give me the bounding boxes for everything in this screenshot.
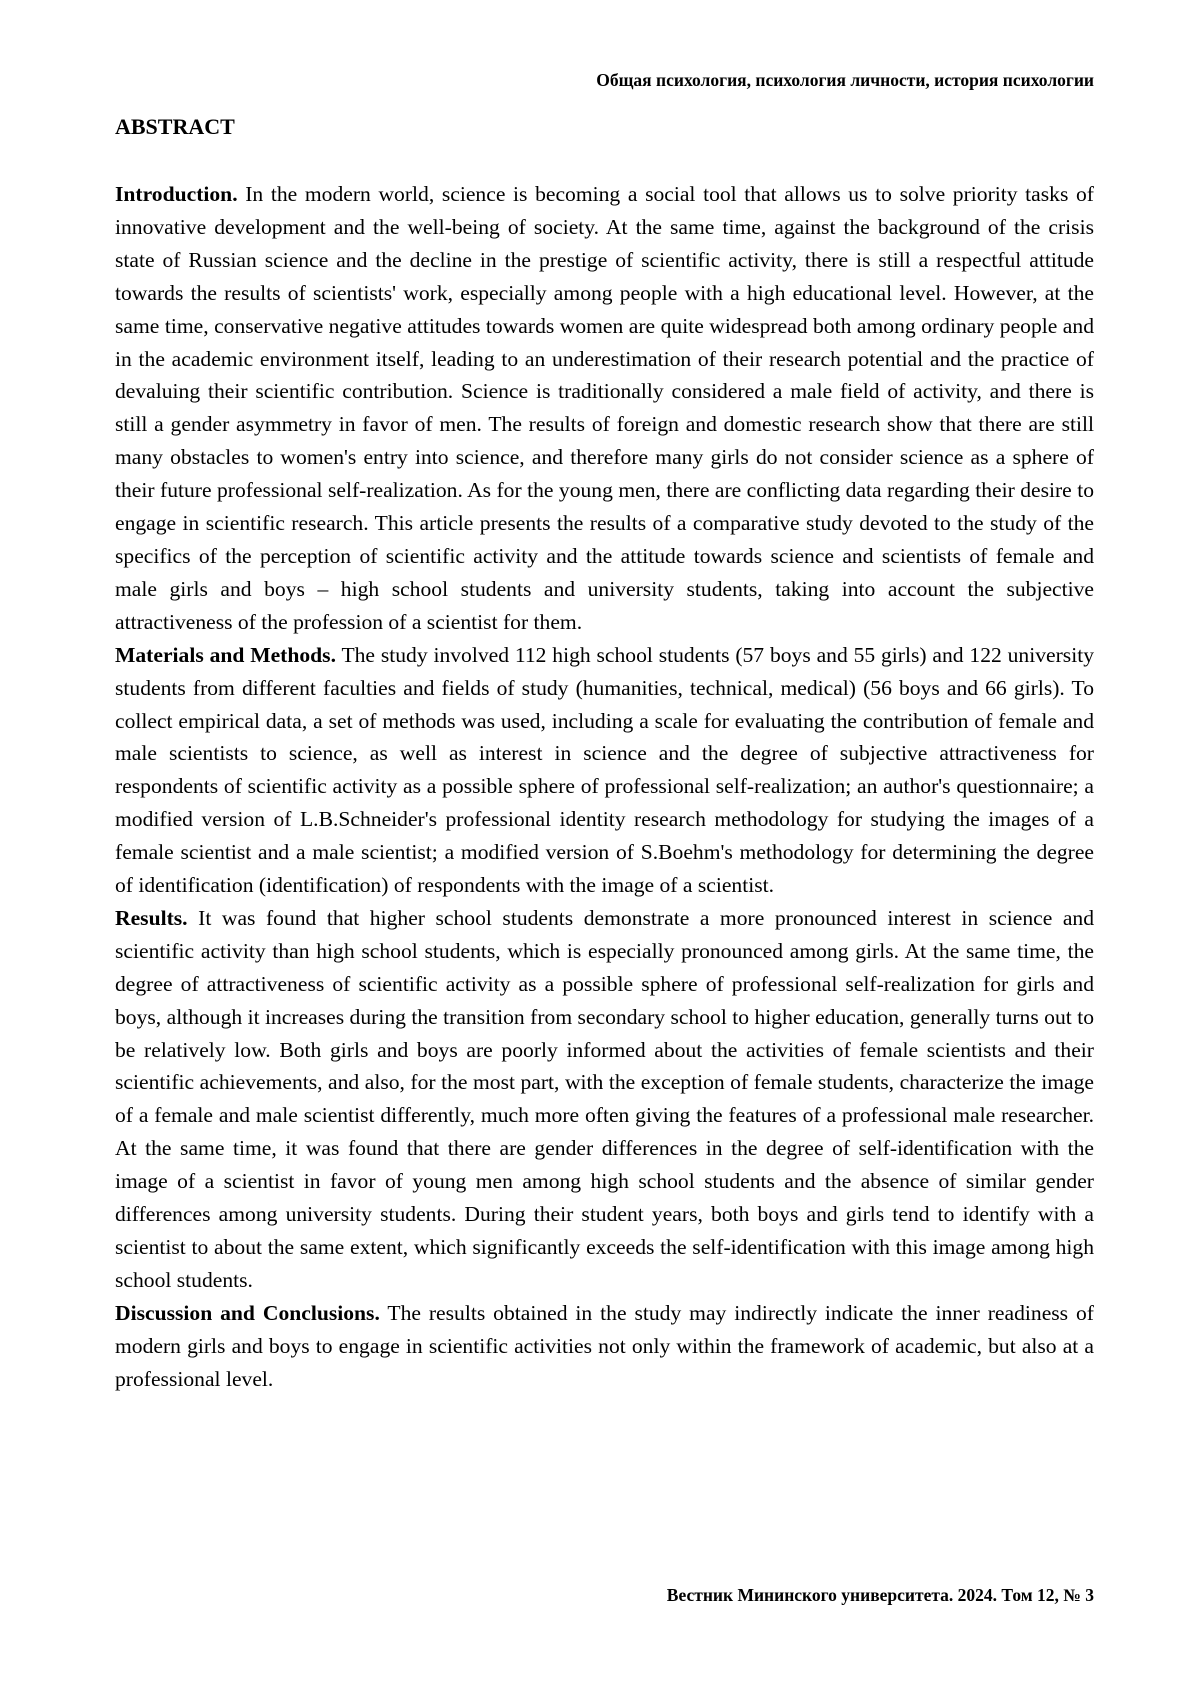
section-label: Results.	[115, 906, 188, 930]
journal-footer: Вестник Мининского университета. 2024. Том 12, № 3	[667, 1585, 1094, 1606]
abstract-heading: ABSTRACT	[115, 114, 235, 140]
section-text: In the modern world, science is becoming a social tool that allows us to solve priority tasks of innovative development and the well-being of society. At the same time, against the background of the crisis state of Russian science and the decline in the prestige of scientific activity, there is still a respectful attitude towards the results of scientists' work, especially among people with a high educational level. However, at the same time, conservative negative attitudes towards women are quite widespread both among ordinary people and in the academic environment itself, leading to an underestimation of their research potential and the practice of devaluing their scientific contribution. Science is traditionally considered a male field of activity, and there is still a gender asymmetry in favor of men. The results of foreign and domestic research show that there are still many obstacles to women's entry into science, and therefore many girls do not consider science as a sphere of their future professional self-realization. As for the young men, there are conflicting data regarding their desire to engage in scientific research. This article presents the results of a comparative study devoted to the study of the specifics of the perception of scientific activity and the attitude towards science and scientists of female and male girls and boys – high school students and university students, taking into account the subjective attractiveness of the profession of a scientist for them.	[115, 182, 1094, 634]
section-label: Materials and Methods.	[115, 643, 336, 667]
materials-methods-paragraph	[115, 639, 1094, 902]
discussion-paragraph	[115, 1297, 1094, 1396]
results-paragraph	[115, 902, 1094, 1297]
section-text: It was found that higher school students demonstrate a more pronounced interest in science and scientific activity than high school students, which is especially pronounced among girls. At the same time, the degree of attractiveness of scientific activity as a possible sphere of professional self-realization for girls and boys, although it increases during the transition from secondary school to higher education, generally turns out to be relatively low. Both girls and boys are poorly informed about the activities of female scientists and their scientific achievements, and also, for the most part, with the exception of female students, characterize the image of a female and male scientist differently, much more often giving the features of a professional male researcher. At the same time, it was found that there are gender differences in the degree of self-identification with the image of a scientist in favor of young men among high school students and the absence of similar gender differences among university students. During their student years, both boys and girls tend to identify with a scientist to about the same extent, which significantly exceeds the self-identification with this image among high school students.	[115, 906, 1094, 1292]
running-head: Общая психология, психология личности, история психологии	[596, 70, 1094, 91]
introduction-paragraph	[115, 178, 1094, 639]
section-label: Discussion and Conclusions.	[115, 1301, 380, 1325]
section-text: The results obtained in the study may indirectly indicate the inner readiness of modern girls and boys to engage in scientific activities not only within the framework of academic, but also at a professional level.	[115, 1301, 1094, 1391]
section-label: Introduction.	[115, 182, 238, 206]
section-text: The study involved 112 high school students (57 boys and 55 girls) and 122 university students from different faculties and fields of study (humanities, technical, medical) (56 boys and 66 girls). To collect empirical data, a set of methods was used, including a scale for evaluating the contribution of female and male scientists to science, as well as interest in science and the degree of subjective attractiveness for respondents of scientific activity as a possible sphere of professional self-realization; an author's questionnaire; a modified version of L.B.Schneider's professional identity research methodology for studying the images of a female scientist and a male scientist; a modified version of S.Boehm's methodology for determining the degree of identification (identification) of respondents with the image of a scientist.	[115, 643, 1094, 897]
abstract-body	[115, 178, 1094, 1396]
